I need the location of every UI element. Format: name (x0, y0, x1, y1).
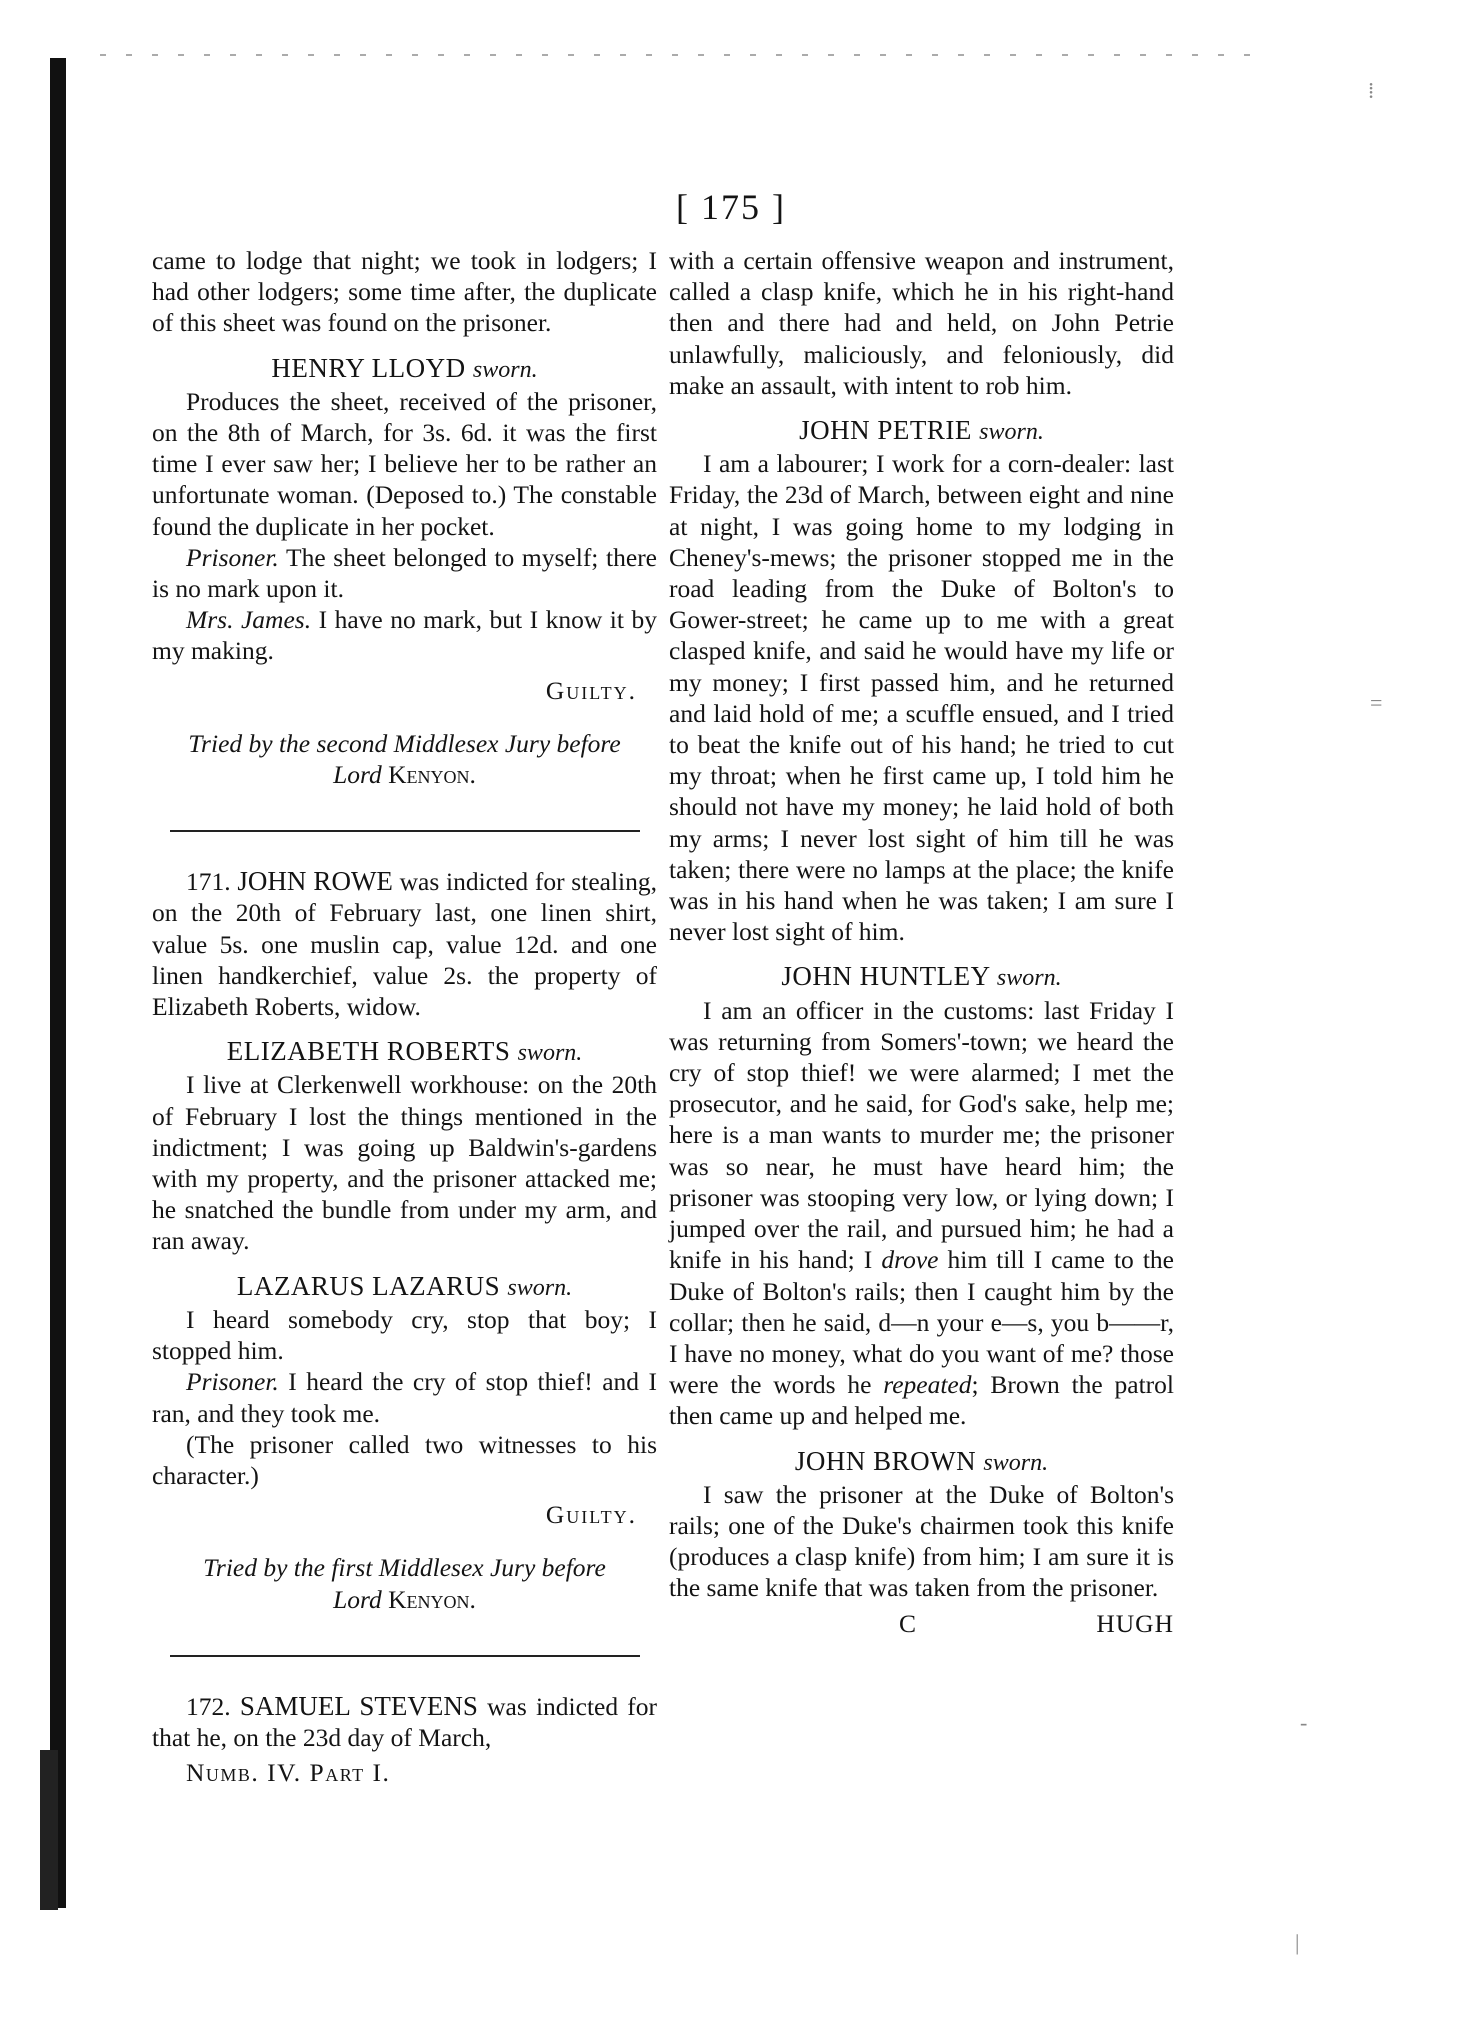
witness-testimony (669, 995, 1174, 1432)
emphasis-word: repeated (883, 1370, 972, 1400)
left-column (152, 245, 657, 1788)
sworn-label: sworn. (507, 1274, 573, 1301)
case-entry (152, 866, 657, 1022)
footer-catchwords (669, 1608, 1174, 1639)
witness-name: ELIZABETH ROBERTS (226, 1036, 511, 1067)
witness-heading (152, 353, 657, 386)
statement-text: The sheet belonged to myself; there is no mark upon it. (152, 542, 657, 604)
case-entry (152, 1691, 657, 1753)
case-divider (170, 830, 640, 832)
catchword: HUGH (1096, 1608, 1174, 1638)
witness-name: HENRY LLOYD (271, 352, 466, 383)
prisoner-statement (152, 542, 657, 604)
court-note (152, 1552, 657, 1614)
sworn-label: sworn. (979, 419, 1044, 446)
continued-testimony: came to lodge that night; we took in lodgers; I had other lodgers; some time after, the duplicate of this sheet was found on the prisoner. (152, 246, 657, 338)
witness-name: LAZARUS LAZARUS (236, 1270, 501, 1301)
scan-mark: = (1370, 690, 1383, 715)
case-text: was indicted for that he, on the 23d day of March, (152, 1691, 658, 1752)
page-binding-shadow (40, 1750, 58, 1910)
witness-testimony: I saw the prisoner at the Duke of Bolton's rails; one of the Duke's chairmen took this knife (produces a clasp knife) from him; I am sure it is the same knife that was taken from the prisoner. (669, 1479, 1174, 1603)
scan-mark: | (1295, 1930, 1300, 1955)
witness-testimony: I live at Clerkenwell workhouse: on the 20th of February I lost the things mentioned in the indictment; I was going up Baldwin's-gardens with my property, and the prisoner attacked me; he snatched the bundle from under my arm, and ran away. (152, 1070, 657, 1256)
sworn-label: sworn. (517, 1040, 583, 1067)
emphasis-word: drove (881, 1245, 939, 1275)
accused-name: JOHN ROWE (237, 866, 393, 897)
speaker-label: Prisoner. (186, 542, 279, 572)
judge-name: Kenyon. (388, 1584, 476, 1614)
speaker-label: Prisoner. (186, 1367, 279, 1397)
court-lord: Lord (333, 760, 382, 790)
testimony-part: ; Brown the patrol then came up and helped me. (669, 1370, 1174, 1431)
page-number-header: [ 175 ] (676, 187, 786, 227)
scan-noise (100, 54, 1250, 56)
testimony-part: him till I came to the Duke of Bolton's rails; then I caught him by the collar; then he said, d—n your e—s, you b——r, I have no money, what do you want of me? those were the words he (669, 1245, 1174, 1400)
witness-heading (152, 1271, 657, 1304)
prisoner-statement (152, 1366, 657, 1428)
court-lord: Lord (333, 1584, 382, 1614)
witness-heading (669, 961, 1174, 994)
right-column (669, 245, 1174, 1639)
continued-indictment: with a certain offensive weapon and instrument, called a clasp knife, which he in his right-hand then and there had and held, on John Petrie unlawfully, maliciously, and feloniously, did make an assault, with intent to rob him. (669, 246, 1174, 400)
case-number: 171. (186, 867, 231, 897)
scan-mark: ⁞ (1368, 78, 1375, 103)
statement-text: I have no mark, but I know it by my making. (152, 605, 657, 666)
case-text: was indicted for stealing, on the 20th of February last, one linen shirt, value 5s. one muslin cap, value 12d. and one linen handkerchief, value 2s. the property of Elizabeth Roberts, widow. (152, 867, 657, 1022)
sworn-label: sworn. (996, 965, 1062, 992)
speaker-label: Mrs. James. (186, 605, 312, 635)
witness-name: JOHN PETRIE (799, 415, 972, 446)
court-note (152, 728, 657, 790)
testimony-part: I am an officer in the customs: last Friday I was returning from Somers'-town; we heard the cry of stop thief! we were alarmed; I met the prosecutor, and he said, for God's sake, help me; here is a man wants to murder me; the prisoner was so near, he must have heard him; the prisoner was stooping very low, or lying down; I jumped over the rail, and pursued him; he had a knife in his hand; I (669, 995, 1174, 1275)
court-text: Tried by the first Middlesex Jury before (203, 1553, 606, 1583)
sworn-label: sworn. (472, 356, 538, 383)
case-number: 172. (186, 1691, 231, 1721)
case-divider (170, 1655, 640, 1657)
judge-name: Kenyon. (388, 760, 476, 790)
witnesses-note: (The prisoner called two witnesses to his character.) (152, 1429, 657, 1490)
page-binding-edge (50, 58, 66, 1908)
witness-name: JOHN BROWN (794, 1445, 977, 1476)
verdict: Guilty. (545, 1500, 637, 1530)
statement-text: I heard the cry of stop thief! and I ran, and they took me. (152, 1367, 657, 1428)
scan-mark: - (1300, 1710, 1308, 1735)
accused-name: SAMUEL STEVENS (239, 1690, 478, 1721)
witness-testimony: I heard somebody cry, stop that boy; I stopped him. (152, 1304, 657, 1366)
mrs-james-statement (152, 604, 657, 666)
sworn-label: sworn. (983, 1449, 1049, 1476)
witness-testimony: Produces the sheet, received of the prisoner, on the 8th of March, for 3s. 6d. it was the first time I ever saw her; I believe her to be rather an unfortunate woman. (Deposed to.) The constable found the duplicate in her pocket. (152, 386, 657, 541)
signature-letter: C (899, 1608, 918, 1638)
witness-heading (669, 1446, 1174, 1479)
signature-mark: Numb. IV. Part I. (186, 1758, 391, 1788)
witness-name: JOHN HUNTLEY (781, 961, 990, 992)
witness-testimony: I am a labourer; I work for a corn-dealer: last Friday, the 23d of March, between eight and nine at night, I was going home to my lodging in Cheney's-mews; the prisoner stopped me in the road leading from the Duke of Bolton's to Gower-street; he came up to me with a great clasped knife, and said he would have my life or my money; I first passed him, and he returned and laid hold of me; a scuffle ensued, and I tried to beat the knife out of his hand; he tried to cut my throat; when he first came up, I told him he should not have my money; he laid hold of both my arms; I never lost sight of him till he was taken; there were no lamps at the place; the knife was in his hand when he was taken; I am sure I never lost sight of him. (669, 449, 1174, 947)
witness-heading (669, 415, 1174, 448)
court-text: Tried by the second Middlesex Jury before (188, 728, 621, 758)
verdict: Guilty. (545, 675, 637, 705)
witness-heading (152, 1036, 657, 1069)
